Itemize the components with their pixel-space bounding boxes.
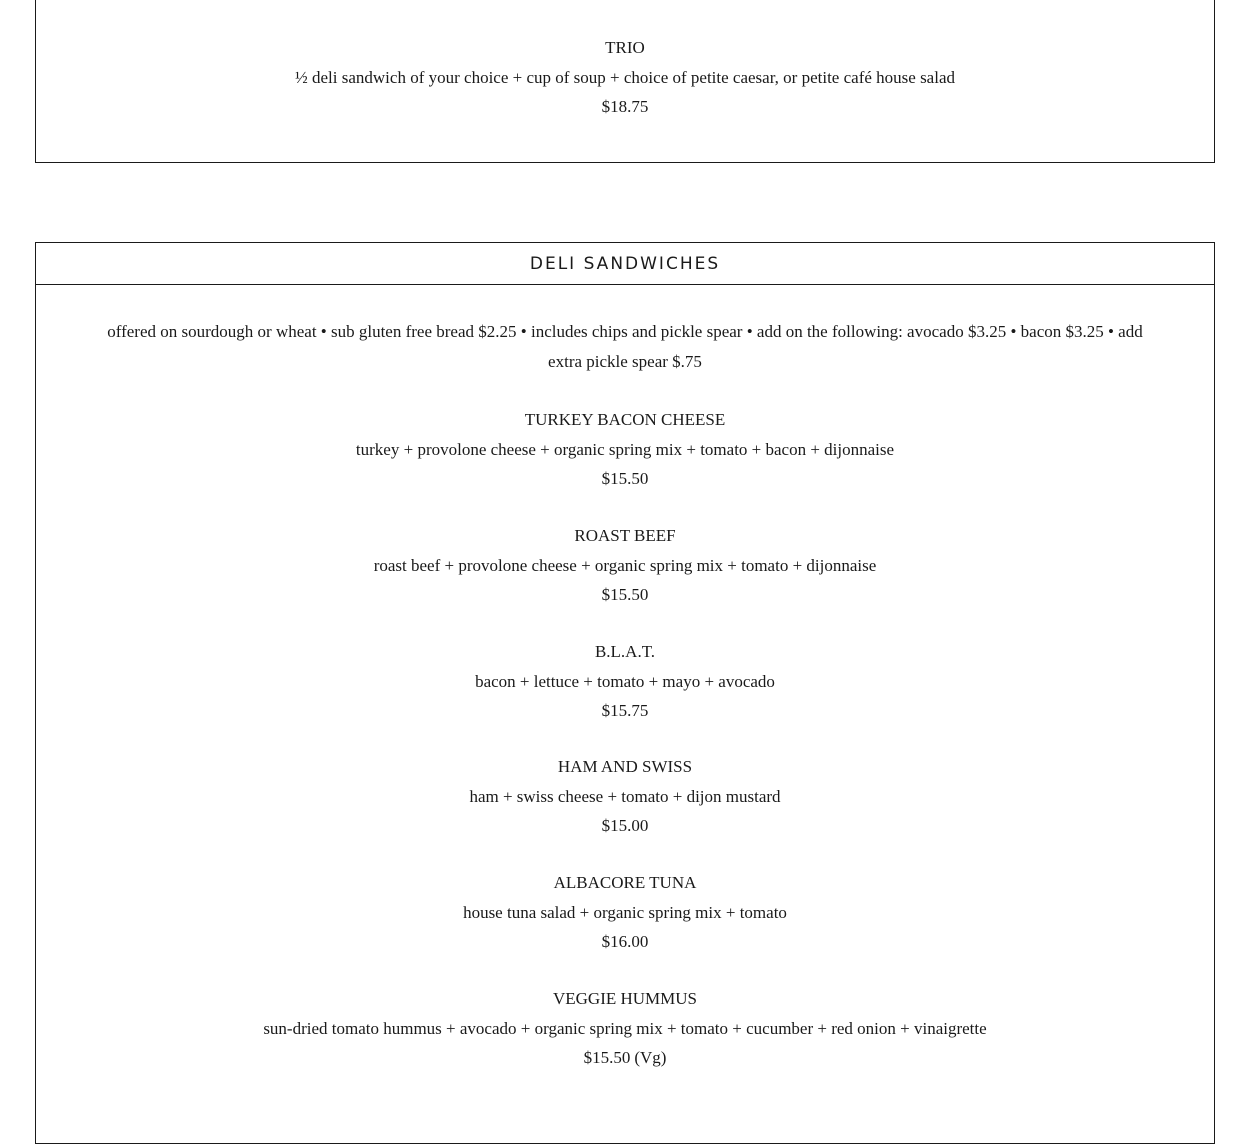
menu-item-veggie-hummus (36, 984, 1214, 1073)
menu-item-price: $16.00 (601, 932, 649, 951)
menu-item-description: roast beef + provolone cheese + organic spring mix + tomato + dijonnaise (373, 555, 877, 575)
menu-item-turkey-bacon-cheese (36, 405, 1214, 494)
menu-item-price: $15.50 (601, 585, 649, 604)
menu-item-name: TRIO (605, 38, 645, 57)
menu-item-blat (36, 637, 1214, 726)
menu-item-name: ROAST BEEF (574, 526, 676, 545)
menu-item-description: turkey + provolone cheese + organic spring mix + tomato + bacon + dijonnaise (355, 439, 895, 459)
menu-item-description: house tuna salad + organic spring mix + tomato (463, 902, 787, 922)
section-title: DELI SANDWICHES (529, 253, 721, 274)
menu-item-price: $15.50 (583, 1048, 631, 1067)
menu-section-box-previous (35, 0, 1215, 163)
menu-item-price: $18.75 (601, 97, 649, 116)
menu-item-description: bacon + lettuce + tomato + mayo + avocado (475, 671, 775, 691)
menu-item-albacore-tuna (36, 868, 1214, 957)
menu-item-name: B.L.A.T. (594, 642, 656, 661)
menu-item-price: $15.00 (601, 816, 649, 835)
menu-item-trio (36, 33, 1214, 122)
menu-item-name: TURKEY BACON CHEESE (524, 410, 726, 429)
menu-item-name: ALBACORE TUNA (553, 873, 697, 892)
vegan-tag: (Vg) (634, 1048, 667, 1067)
menu-item-price-row (36, 1043, 1214, 1073)
menu-item-description: ½ deli sandwich of your choice + cup of soup + choice of petite caesar, or petite café house salad (295, 67, 955, 87)
section-note: offered on sourdough or wheat • sub gluten free bread $2.25 • includes chips and pickle spear • add on the following: avocado $3.25 • bacon $3.25 • add extra pickle spear $.75 (107, 322, 1143, 371)
menu-item-description: ham + swiss cheese + tomato + dijon mustard (469, 786, 781, 806)
menu-item-description: sun-dried tomato hummus + avocado + organic spring mix + tomato + cucumber + red onion + vinaigrette (263, 1018, 987, 1038)
menu-item-price: $15.75 (601, 701, 649, 720)
section-header (36, 243, 1214, 285)
menu-item-name: HAM AND SWISS (557, 757, 693, 776)
menu-item-ham-and-swiss (36, 752, 1214, 841)
menu-item-name: VEGGIE HUMMUS (552, 989, 698, 1008)
menu-item-roast-beef (36, 521, 1214, 610)
menu-item-price: $15.50 (601, 469, 649, 488)
menu-section-deli-sandwiches (35, 242, 1215, 1144)
